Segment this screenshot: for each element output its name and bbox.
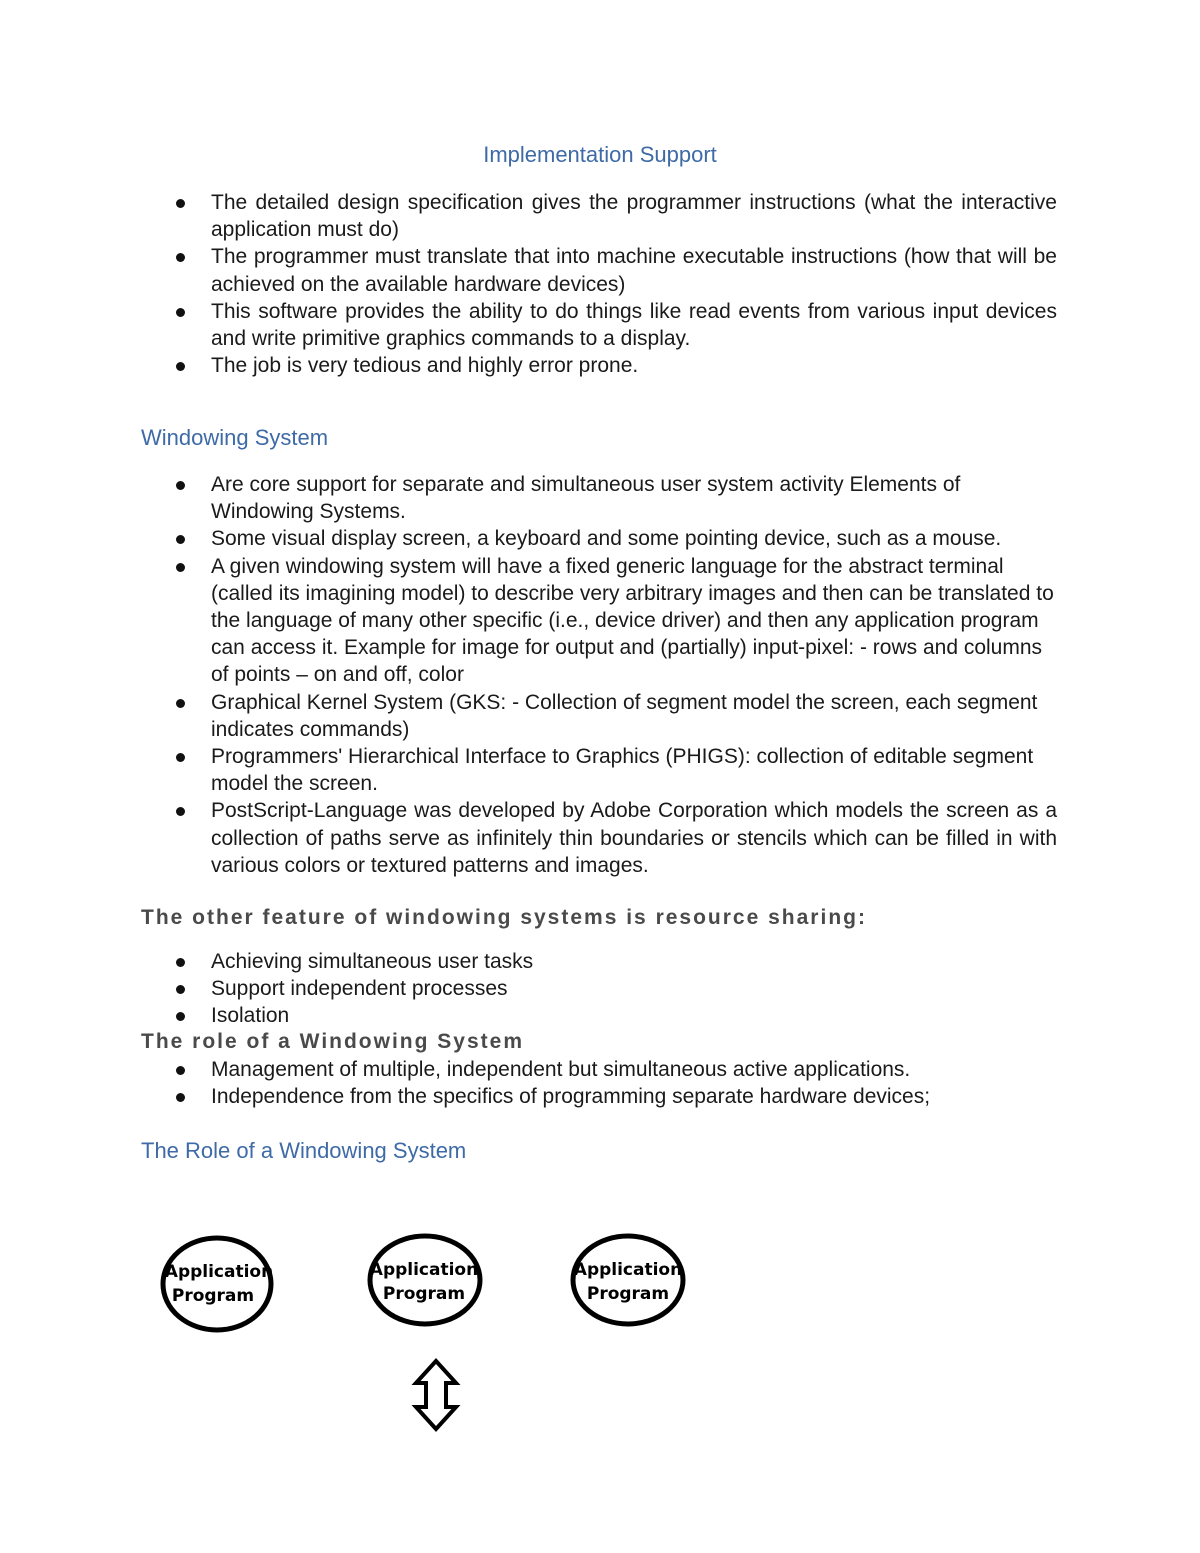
role-bullet-list	[141, 1056, 1057, 1110]
bullet-icon	[176, 362, 185, 371]
list-item: Support independent processes	[141, 975, 1057, 1002]
implementation-support-heading: Implementation Support	[483, 142, 717, 167]
list-item: Are core support for separate and simultaneous user system activity Elements of Windowing Systems.	[141, 471, 1057, 525]
role-of-windowing-heading: The role of a Windowing System	[141, 1030, 525, 1053]
bullet-icon	[176, 985, 185, 994]
bullet-icon	[176, 753, 185, 762]
bullet-icon	[176, 807, 185, 816]
bullet-icon	[176, 699, 185, 708]
bullet-icon	[176, 308, 185, 317]
application-node-1	[164, 1260, 274, 1308]
list-item: The job is very tedious and highly error prone.	[141, 352, 1057, 379]
windowing-bullet-list	[141, 471, 1057, 879]
application-node-label-line2: Program	[382, 1284, 466, 1304]
bullet-icon	[176, 1066, 185, 1075]
windowing-role-diagram	[0, 1200, 1200, 1460]
list-item: This software provides the ability to do things like read events from various input devices and write primitive graphics commands to a display.	[141, 298, 1057, 352]
application-node-label-line1: Application	[573, 1260, 683, 1280]
bullet-icon	[176, 199, 185, 208]
list-item: Achieving simultaneous user tasks	[141, 948, 1057, 975]
diagram-canvas	[0, 1200, 1200, 1460]
application-node-3	[573, 1258, 683, 1306]
bullet-icon	[176, 535, 185, 544]
list-item: Programmers' Hierarchical Interface to Graphics (PHIGS): collection of editable segment model the screen.	[141, 743, 1057, 797]
list-item: Isolation	[141, 1002, 1057, 1029]
list-item: Independence from the specifics of programming separate hardware devices;	[141, 1083, 1057, 1110]
resource-sharing-bullet-list	[141, 948, 1057, 1030]
list-item: The programmer must translate that into machine executable instructions (how that will be achieved on the available hardware devices)	[141, 243, 1057, 297]
application-node-2	[369, 1258, 479, 1306]
bullet-icon	[176, 1093, 185, 1102]
double-headed-vertical-arrow-icon	[416, 1361, 456, 1429]
bullet-icon	[176, 1012, 185, 1021]
implementation-bullet-list	[141, 189, 1057, 379]
list-item: Management of multiple, independent but simultaneous active applications.	[141, 1056, 1057, 1083]
bullet-icon	[176, 958, 185, 967]
bullet-icon	[176, 563, 185, 572]
bullet-icon	[176, 481, 185, 490]
resource-sharing-heading: The other feature of windowing systems is resource sharing:	[141, 906, 867, 929]
list-item: A given windowing system will have a fixed generic language for the abstract terminal (called its imagining model) to describe very arbitrary images and then can be translated to the language of many other specific (i.e., device driver) and then any application program can access it. Example for image for output and (partially) input-pixel: - rows and columns of points – on and off, color	[141, 553, 1057, 689]
application-node-label-line2: Program	[171, 1286, 255, 1306]
role-diagram-heading: The Role of a Windowing System	[141, 1138, 467, 1163]
bullet-icon	[176, 253, 185, 262]
list-item: Graphical Kernel System (GKS: - Collection of segment model the screen, each segment indicates commands)	[141, 689, 1057, 743]
application-node-label-line2: Program	[586, 1284, 670, 1304]
list-item: Some visual display screen, a keyboard and some pointing device, such as a mouse.	[141, 525, 1057, 552]
list-item: The detailed design specification gives the programmer instructions (what the interactive application must do)	[141, 189, 1057, 243]
application-node-label-line1: Application	[369, 1260, 479, 1280]
list-item: PostScript-Language was developed by Adobe Corporation which models the screen as a collection of paths serve as infinitely thin boundaries or stencils which can be filled in with various colors or textured patterns and images.	[141, 797, 1057, 879]
application-node-label-line1: Application	[164, 1262, 274, 1282]
windowing-system-heading: Windowing System	[141, 425, 329, 450]
